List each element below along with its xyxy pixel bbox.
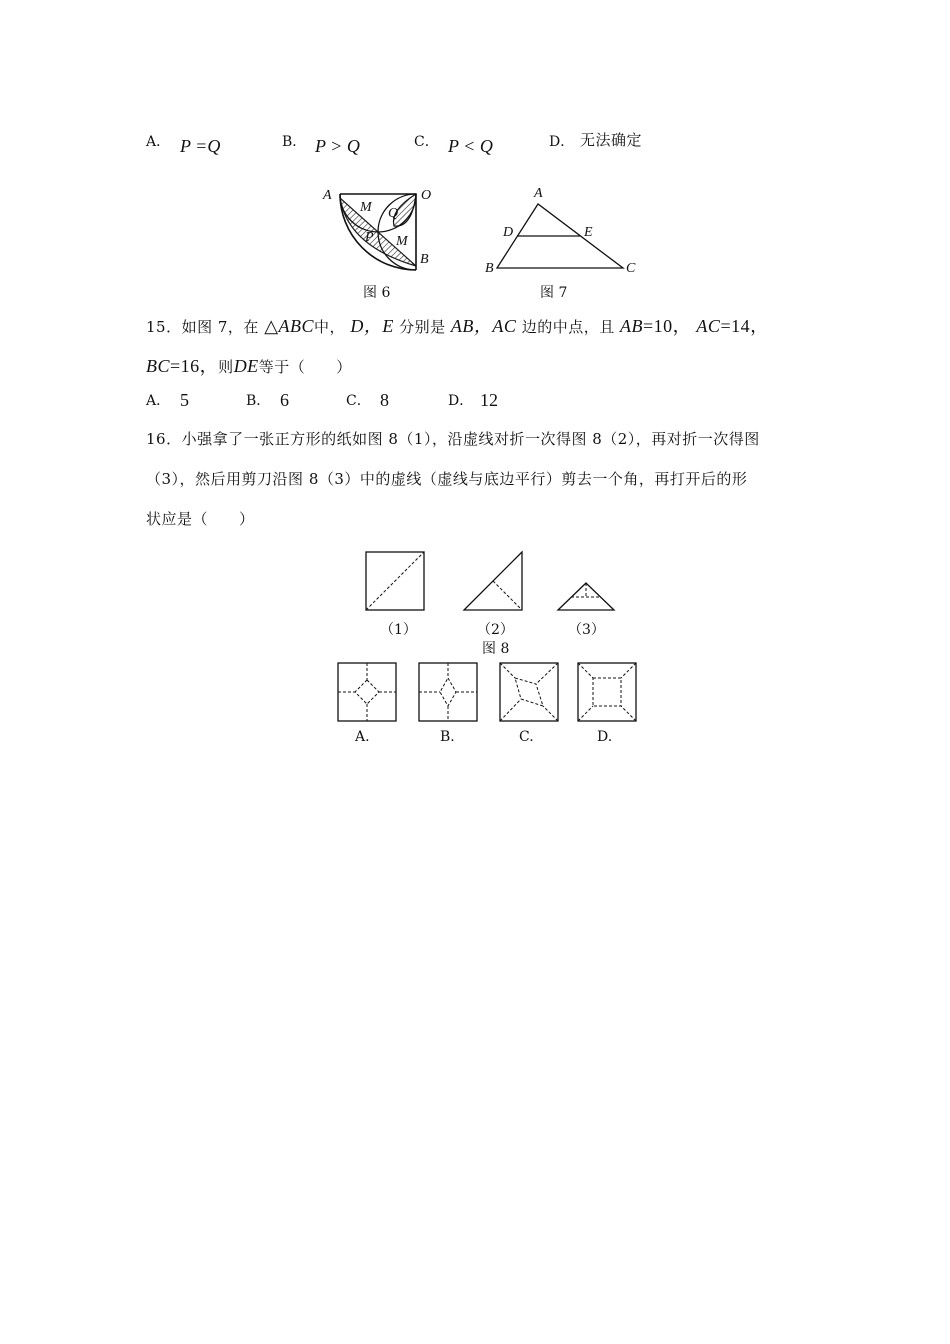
q16-answer-c-figure bbox=[499, 662, 559, 722]
q16-line3: 状应是（ ） bbox=[146, 510, 255, 528]
fig6-caption: 图 6 bbox=[363, 285, 391, 301]
q15-option-b-value: 6 bbox=[280, 390, 289, 410]
q15-line2 bbox=[146, 352, 352, 378]
fig6-label-q: Q bbox=[388, 206, 399, 221]
q14-option-c-expr: P < Q bbox=[448, 136, 493, 156]
q15-mid2: 分别是 bbox=[399, 318, 446, 336]
q15-option-a-value: 5 bbox=[180, 390, 189, 410]
fig6-label-a: A bbox=[323, 188, 332, 203]
q16-line2: （3），然后用剪刀沿图 8（3）中的虚线（虚线与底边平行）剪去一个角，再打开后的形 bbox=[146, 470, 748, 488]
fig8-caption: 图 8 bbox=[482, 641, 510, 657]
q16-answer-b-figure bbox=[418, 662, 478, 722]
fig6-label-m2: M bbox=[396, 234, 408, 249]
q16-line1: 16．小强拿了一张正方形的纸如图 8（1），沿虚线对折一次得图 8（2），再对折一次得图 bbox=[146, 430, 760, 448]
q15-de: D，E bbox=[350, 316, 394, 336]
q16-answer-d-figure bbox=[577, 662, 637, 722]
q14-option-b-expr: P > Q bbox=[315, 136, 360, 156]
figure-7 bbox=[495, 200, 625, 272]
q15-mid3: 边的中点，且 bbox=[521, 318, 615, 336]
figure-8-step2 bbox=[462, 551, 524, 613]
q15-bc-val: =16， bbox=[170, 356, 219, 376]
q14-option-c-letter: C． bbox=[414, 134, 439, 150]
q15-option-d-value: 12 bbox=[480, 390, 498, 410]
fig8-sub-caption-1: （1） bbox=[380, 622, 417, 638]
q15-abac: AB，AC bbox=[450, 316, 517, 336]
q15-bc: BC bbox=[146, 356, 171, 376]
q14-option-d-letter: D． bbox=[549, 134, 575, 150]
q14-option-b-letter: B． bbox=[282, 134, 307, 150]
fig7-label-b: B bbox=[485, 261, 494, 276]
q15-end: 等于（ ） bbox=[258, 358, 352, 376]
q16-answer-d-label: D. bbox=[597, 729, 613, 745]
figure-8-step3 bbox=[556, 581, 616, 613]
q15-abc: ABC bbox=[278, 316, 315, 336]
fig8-sub-caption-3: （3） bbox=[568, 622, 605, 638]
q15-ac-val: =14， bbox=[720, 316, 769, 336]
q16-answer-a-label: A. bbox=[355, 729, 370, 745]
q15-triangle-symbol: △ bbox=[264, 316, 279, 336]
q14-option-a-expr: P =Q bbox=[180, 136, 221, 156]
fig8-sub-caption-2: （2） bbox=[477, 622, 514, 638]
fig7-label-c: C bbox=[626, 261, 636, 276]
fig6-label-p: P bbox=[365, 230, 374, 245]
q16-answer-b-label: B. bbox=[440, 729, 455, 745]
q15-ze: 则 bbox=[218, 358, 234, 376]
q16-answer-a-figure bbox=[337, 662, 397, 722]
q15-option-c-value: 8 bbox=[380, 390, 389, 410]
fig7-label-a: A bbox=[534, 186, 543, 201]
q15-option-a-letter: A． bbox=[146, 393, 171, 409]
q16-answer-c-label: C. bbox=[519, 729, 534, 745]
fig6-label-m1: M bbox=[360, 200, 372, 215]
q15-option-b-letter: B． bbox=[246, 393, 271, 409]
figure-8-step1 bbox=[365, 551, 425, 611]
q15-de2: DE bbox=[233, 356, 259, 376]
fig6-label-b: B bbox=[420, 252, 429, 267]
q15-ab: AB bbox=[619, 316, 643, 336]
fig7-label-e: E bbox=[584, 225, 593, 240]
q15-option-d-letter: D． bbox=[448, 393, 474, 409]
fig7-label-d: D bbox=[503, 225, 514, 240]
q15-mid1: 中， bbox=[314, 318, 346, 336]
q15-ac: AC bbox=[696, 316, 721, 336]
q15-number: 15．如图 7，在 bbox=[146, 318, 259, 336]
fig7-caption: 图 7 bbox=[540, 285, 568, 301]
fig6-label-o: O bbox=[421, 188, 432, 203]
q14-option-d-text: 无法确定 bbox=[580, 131, 643, 149]
q15-line1 bbox=[146, 312, 769, 338]
q15-option-c-letter: C． bbox=[346, 393, 371, 409]
q14-option-a-letter: A． bbox=[146, 134, 171, 150]
q15-ab-val: =10， bbox=[642, 316, 692, 336]
